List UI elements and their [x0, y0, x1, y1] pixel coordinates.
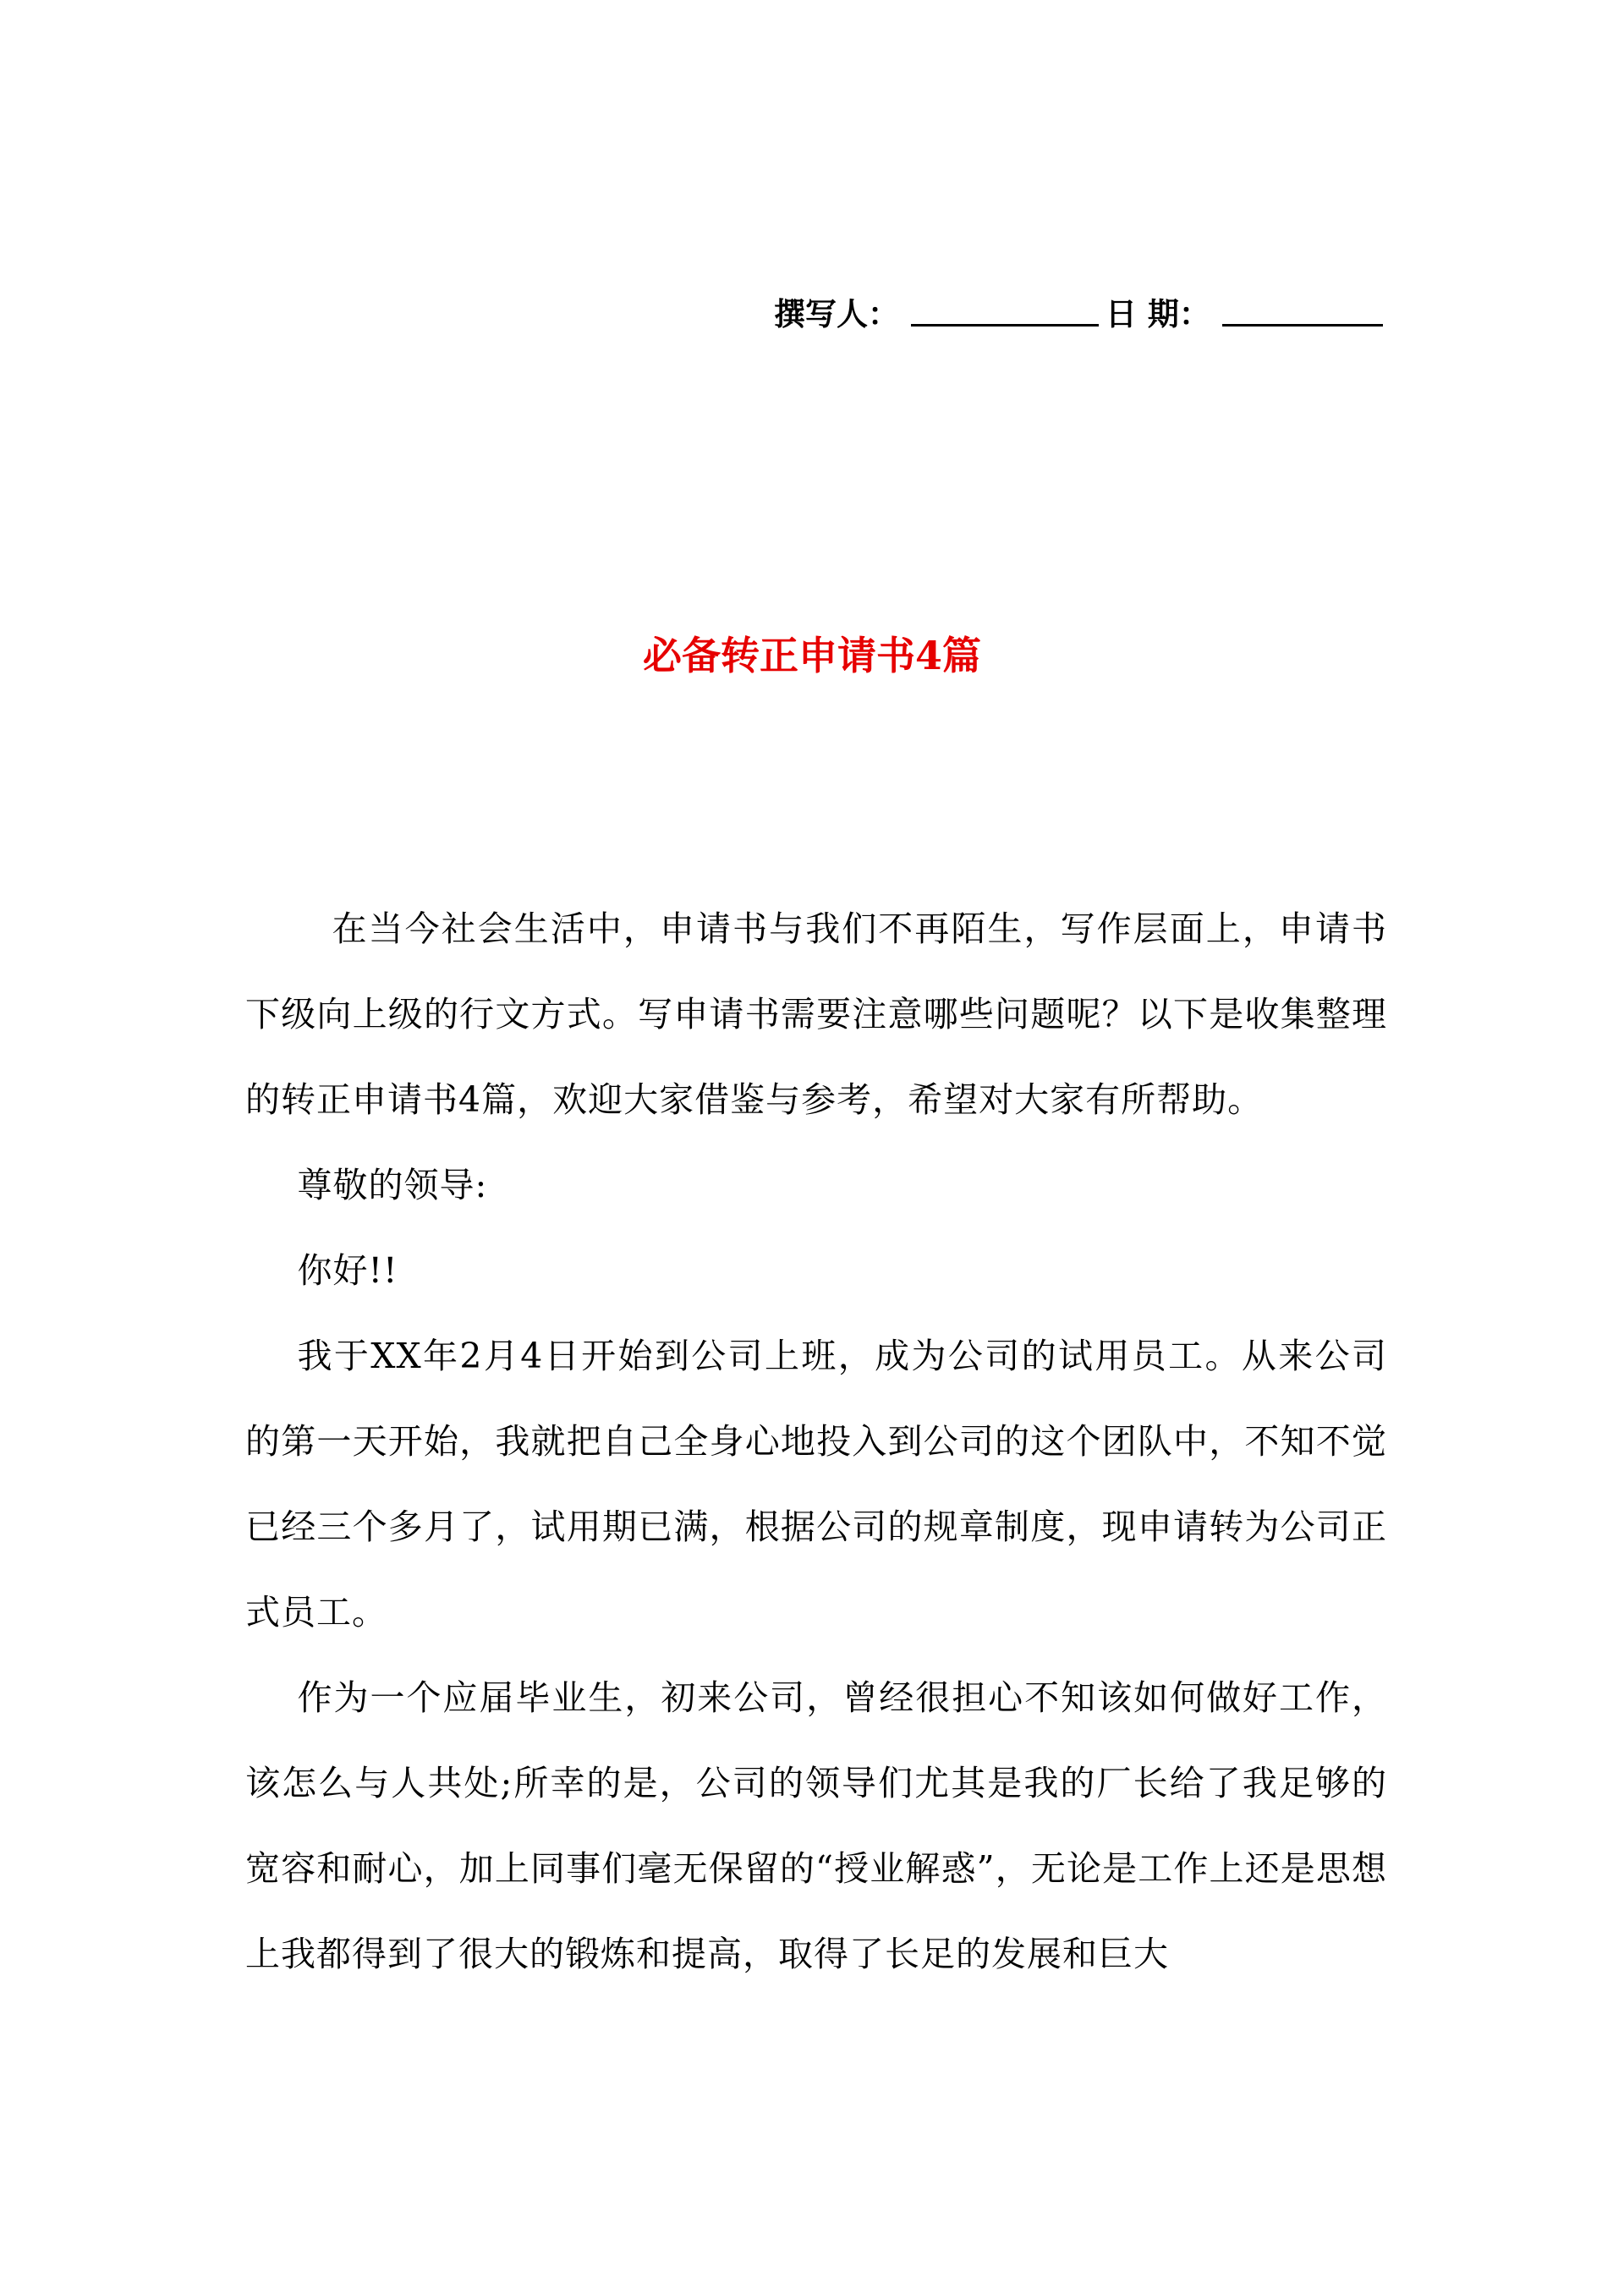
author-label: 撰写人： [774, 295, 899, 332]
document-body [245, 886, 1387, 1997]
date-blank [1222, 321, 1383, 327]
author-blank [911, 321, 1099, 327]
author-date-line [774, 279, 1390, 330]
salutation: 尊敬的领导: [297, 1165, 488, 1205]
date-label: 日 期： [1106, 295, 1210, 332]
document-title: 必备转正申请书4篇 [642, 633, 981, 678]
letter-paragraph-1: 我于XX年2月4日开始到公司上班，成为公司的试用员工。从来公司的第一天开始，我就把自己全身心地投入到公司的这个团队中，不知不觉已经三个多月了，试用期已满，根据公司的规章制度，现申请转为公司正式员工。 [245, 1336, 1387, 1633]
greeting: 你好!! [297, 1250, 398, 1291]
letter-paragraph-2: 作为一个应届毕业生，初来公司，曾经很担心不知该如何做好工作，该怎么与人共处;所幸的是，公司的领导们尤其是我的厂长给了我足够的宽容和耐心，加上同事们毫无保留的“授业解惑”，无论是工作上还是思想上我都得到了很大的锻炼和提高，取得了长足的发展和巨大 [245, 1677, 1387, 1974]
intro-paragraph: 在当今社会生活中，申请书与我们不再陌生，写作层面上，申请书下级向上级的行文方式。写申请书需要注意哪些问题呢？以下是收集整理的转正申请书4篇，欢迎大家借鉴与参考，希望对大家有所帮助。 [245, 908, 1387, 1120]
